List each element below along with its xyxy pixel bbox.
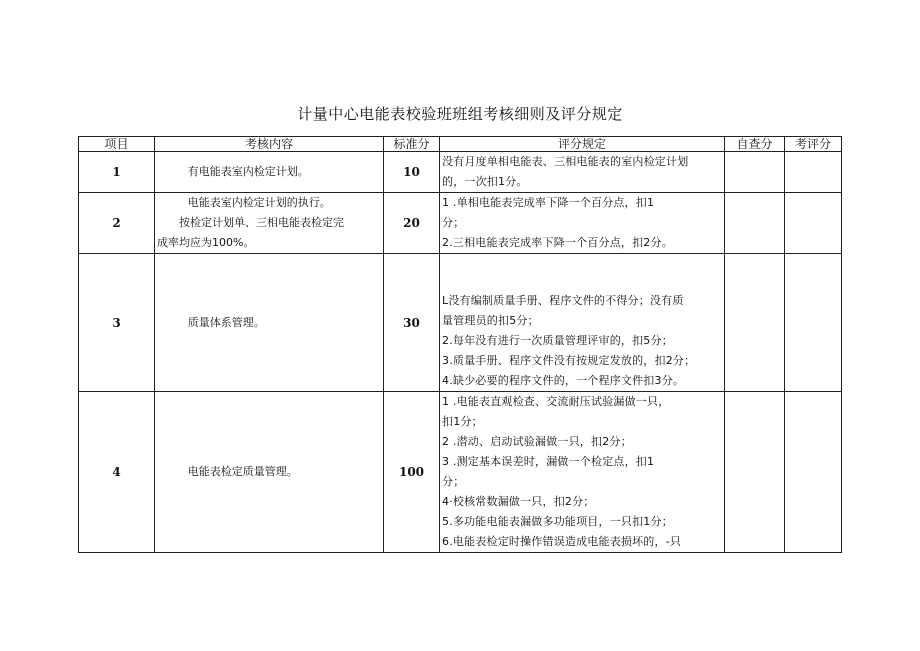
assessment-content <box>155 193 384 254</box>
self-score-cell[interactable] <box>725 392 785 553</box>
self-score-cell[interactable] <box>725 152 785 193</box>
rule-line: L没有编制质量手册、程序文件的不得分；没有质 <box>442 294 684 307</box>
rule-line: 2.每年没有进行一次质量管理评审的，扣5分； <box>442 334 673 347</box>
content-line: 有电能表室内检定计划。 <box>187 165 309 178</box>
assessment-content <box>155 392 384 553</box>
review-score-cell[interactable] <box>785 392 842 553</box>
header-item: 项目 <box>79 137 155 152</box>
table-row <box>79 193 842 254</box>
rule-line: 3.质量手册、程序文件没有按规定发放的，扣2分； <box>442 354 696 367</box>
content-line: 电能表室内检定计划的执行。 <box>187 196 331 209</box>
standard-score: 10 <box>384 152 440 193</box>
header-standard-score: 标准分 <box>384 137 440 152</box>
review-score-cell[interactable] <box>785 152 842 193</box>
table-row <box>79 152 842 193</box>
scoring-rules <box>440 193 725 254</box>
table-row <box>79 392 842 553</box>
item-number: 4 <box>79 392 155 553</box>
scoring-rules <box>440 392 725 553</box>
table-header-row <box>79 137 842 152</box>
rule-line: 2 .潜动、启动试验漏做一只，扣2分； <box>442 435 632 448</box>
rule-line: 1 .单相电能表完成率下降一个百分点，扣1 <box>442 196 655 209</box>
scoring-rules <box>440 254 725 392</box>
review-score-cell[interactable] <box>785 193 842 254</box>
rule-line: 分； <box>442 216 465 229</box>
header-review-score: 考评分 <box>785 137 842 152</box>
rule-line: 5.多功能电能表漏做多功能项目，一只扣1分； <box>442 515 673 528</box>
rule-line: 4.缺少必要的程序文件的，一个程序文件扣3分。 <box>442 374 685 387</box>
content-line: 按检定计划单、三相电能表检定完 <box>179 216 344 229</box>
rule-line: 6.电能表检定时操作错误造成电能表损坏的，-只 <box>442 535 682 548</box>
table-row <box>79 254 842 392</box>
item-number: 2 <box>79 193 155 254</box>
rule-line: 扣1分； <box>442 415 483 428</box>
rule-line: 量管理员的扣5分； <box>442 314 539 327</box>
rule-line: 2.三相电能表完成率下降一个百分点，扣2分。 <box>442 236 673 249</box>
header-content: 考核内容 <box>155 137 384 152</box>
rule-line: 分； <box>442 475 465 488</box>
rule-line: 没有月度单相电能表、三相电能表的室内检定计划 <box>442 155 689 168</box>
content-line: 质量体系管理。 <box>187 315 265 329</box>
assessment-content <box>155 254 384 392</box>
rule-line: 的，一次扣1分。 <box>442 175 528 188</box>
rule-line: 3 .测定基本误差时，漏做一个检定点，扣1 <box>442 455 655 468</box>
table-body <box>79 152 842 553</box>
standard-score: 20 <box>384 193 440 254</box>
assessment-content <box>155 152 384 193</box>
review-score-cell[interactable] <box>785 254 842 392</box>
self-score-cell[interactable] <box>725 193 785 254</box>
rule-line: 4·校核常数漏做一只，扣2分； <box>442 495 595 508</box>
document-title: 计量中心电能表校验班班组考核细则及评分规定 <box>297 105 623 123</box>
content-line: 电能表检定质量管理。 <box>187 465 298 478</box>
header-scoring-rules: 评分规定 <box>440 137 725 152</box>
item-number: 1 <box>79 152 155 193</box>
item-number: 3 <box>79 254 155 392</box>
scoring-rules <box>440 152 725 193</box>
content-line: 成率均应为100%。 <box>157 236 255 249</box>
self-score-cell[interactable] <box>725 254 785 392</box>
rule-line: 1 .电能表直观检查、交流耐压试验漏做一只， <box>442 395 670 408</box>
standard-score: 100 <box>384 392 440 553</box>
assessment-table <box>78 136 842 553</box>
standard-score: 30 <box>384 254 440 392</box>
header-self-score: 自查分 <box>725 137 785 152</box>
